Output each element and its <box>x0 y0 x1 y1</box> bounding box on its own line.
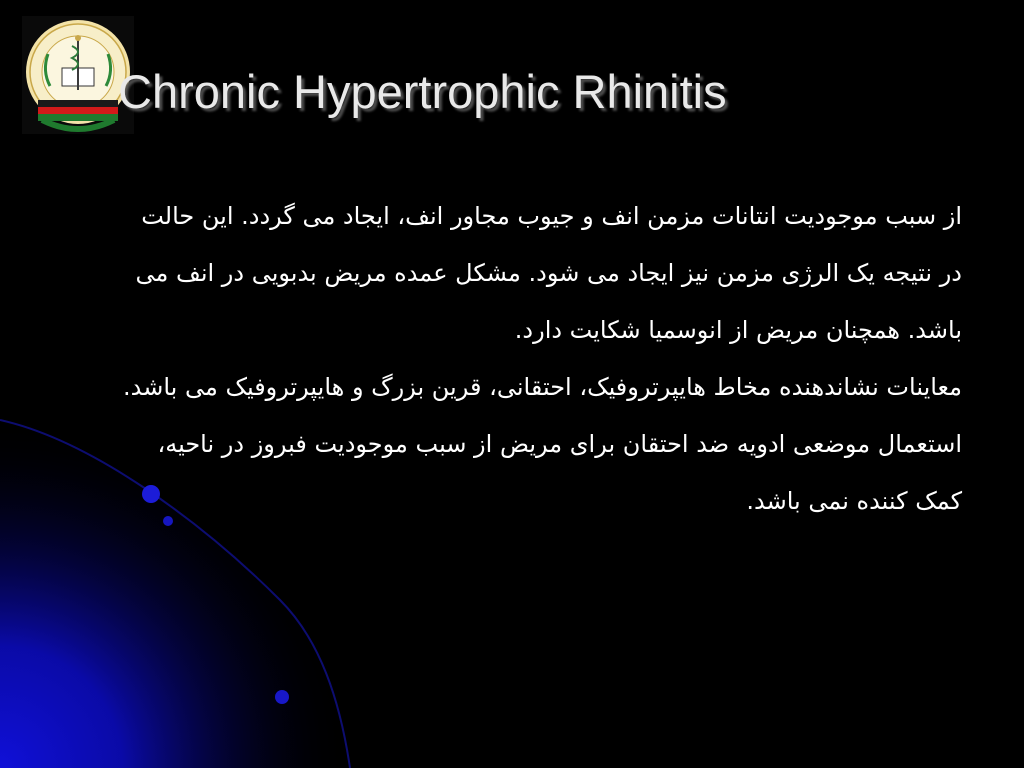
body-paragraph: معاینات نشاندهنده مخاط هایپرتروفیک، احتقانی، قرین بزرگ و هایپرتروفیک می باشد. <box>123 373 962 401</box>
slide-body <box>60 188 972 530</box>
body-paragraph: از سبب موجودیت انتانات مزمن انف و جیوب مجاور انف، ایجاد می گردد. این حالت در نتیجه یک الرژی مزمن نیز ایجاد می شود. مشکل عمده مریض بدبویی در انف می باشد. همچنان مریض از انوسمیا شکایت دارد. <box>135 202 962 344</box>
blue-dot-decoration <box>275 690 289 704</box>
slide-title: Chronic Hypertrophic Rhinitis <box>118 65 727 118</box>
body-paragraph: استعمال موضعی ادویه ضد احتقان برای مریض از سبب موجودیت فبروز در ناحیه، کمک کننده نمی باشد. <box>157 430 962 515</box>
